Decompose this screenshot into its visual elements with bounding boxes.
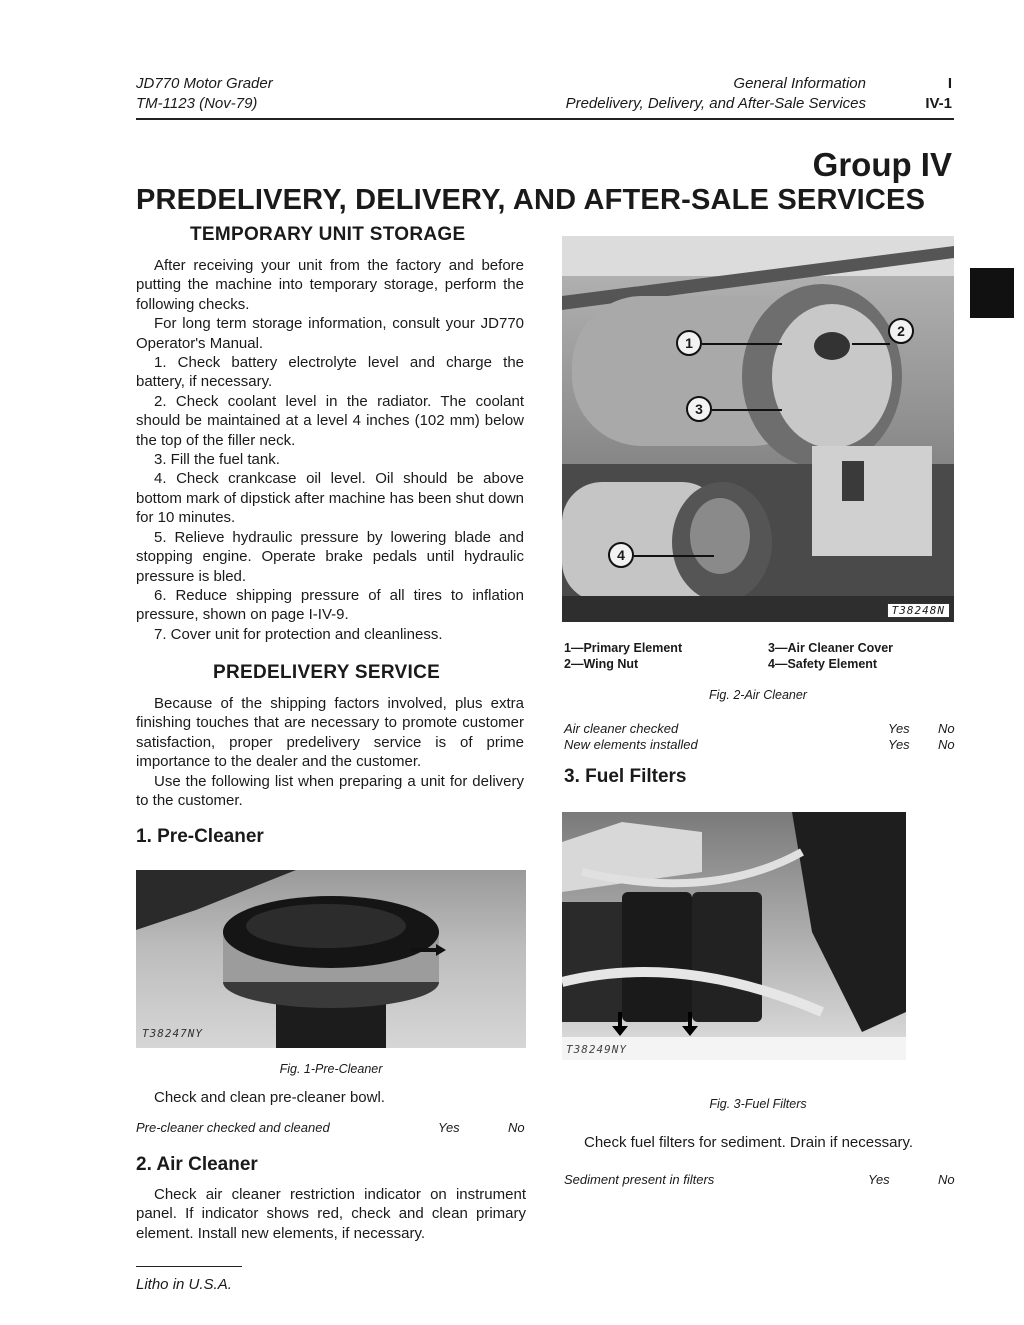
storage-step-5: 5. Relieve hydraulic pressure by lowering blade and stopping engine. Operate brake pedals until hydraulic pressure is bled. bbox=[136, 528, 524, 585]
fuelfilters-fig-number: T38249NY bbox=[566, 1043, 627, 1056]
predelivery-heading: PREDELIVERY SERVICE bbox=[213, 662, 441, 683]
callout-4: 4 bbox=[608, 542, 634, 568]
aircleaner-legend-right bbox=[768, 640, 893, 672]
storage-step-3: 3. Fill the fuel tank. bbox=[154, 451, 280, 469]
aircleaner-check1-no[interactable]: No bbox=[938, 721, 955, 736]
storage-intro: After receiving your unit from the factory and before putting the machine into temporary storage, perform the following checks. bbox=[136, 257, 524, 313]
legend-wing-nut: 2—Wing Nut bbox=[564, 657, 639, 671]
precleaner-fig-number: T38247NY bbox=[142, 1027, 203, 1040]
predelivery-intro: Because of the shipping factors involved, plus extra finishing touches that are necessary to promote customer satisfaction, proper predelivery service is of prime importance to the dealer and the customer. bbox=[136, 695, 524, 771]
header-section-number: I bbox=[947, 75, 952, 92]
fuelfilters-instruction: Check fuel filters for sediment. Drain if necessary. bbox=[584, 1134, 914, 1151]
storage-step-7: 7. Cover unit for protection and cleanliness. bbox=[154, 625, 443, 643]
aircleaner-check1-label: Air cleaner checked bbox=[564, 721, 679, 736]
aircleaner-fig-number: T38248N bbox=[887, 603, 950, 618]
callout-3: 3 bbox=[686, 396, 712, 422]
callout-1: 1 bbox=[676, 330, 702, 356]
precleaner-check-label: Pre-cleaner checked and cleaned bbox=[136, 1120, 330, 1135]
storage-step-2: 2. Check coolant level in the radiator. The coolant should be maintained at a level 4 inches (102 mm) below the top of the filler neck. bbox=[136, 392, 524, 449]
aircleaner-legend-left bbox=[564, 640, 682, 672]
aircleaner-check2-yes[interactable]: Yes bbox=[888, 737, 910, 752]
fuelfilters-heading: 3. Fuel Filters bbox=[564, 766, 687, 787]
aircleaner-photo bbox=[562, 236, 954, 622]
precleaner-no-option[interactable]: No bbox=[508, 1120, 525, 1135]
precleaner-yes-option[interactable]: Yes bbox=[438, 1120, 460, 1135]
aircleaner-caption: Fig. 2-Air Cleaner bbox=[709, 688, 807, 702]
header-right bbox=[890, 74, 952, 114]
legend-safety-element: 4—Safety Element bbox=[768, 657, 878, 671]
storage-step-1: 1. Check battery electrolyte level and charge the battery, if necessary. bbox=[136, 354, 524, 391]
group-title: Group IV bbox=[812, 146, 952, 183]
storage-step-4: 4. Check crankcase oil level. Oil should be above bottom mark of dipstick after machine has been shut down for 10 minutes. bbox=[136, 470, 524, 527]
legend-primary-element: 1—Primary Element bbox=[564, 641, 683, 655]
header-group: Predelivery, Delivery, and After-Sale Services bbox=[565, 95, 866, 112]
section-tab-marker bbox=[970, 268, 1014, 318]
storage-manual-note: For long term storage information, consult your JD770 Operator's Manual. bbox=[136, 315, 524, 352]
header-page-number: IV-1 bbox=[925, 95, 952, 112]
header-model: JD770 Motor Grader bbox=[136, 75, 273, 92]
storage-text bbox=[136, 256, 524, 644]
fuelfilters-no-option[interactable]: No bbox=[938, 1172, 955, 1187]
aircleaner-check1-yes[interactable]: Yes bbox=[888, 721, 910, 736]
footer-litho: Litho in U.S.A. bbox=[136, 1276, 232, 1293]
storage-step-6: 6. Reduce shipping pressure of all tires to inflation pressure, shown on page I-IV-9. bbox=[136, 586, 524, 624]
fuelfilters-check-label: Sediment present in filters bbox=[564, 1172, 715, 1187]
aircleaner-heading: 2. Air Cleaner bbox=[136, 1154, 258, 1175]
fuelfilters-caption: Fig. 3-Fuel Filters bbox=[709, 1097, 807, 1111]
precleaner-caption: Fig. 1-Pre-Cleaner bbox=[279, 1062, 383, 1076]
callout-2: 2 bbox=[888, 318, 914, 344]
main-title: PREDELIVERY, DELIVERY, AND AFTER-SALE SERVICES bbox=[136, 184, 926, 216]
precleaner-photo bbox=[136, 870, 526, 1048]
predelivery-list-note: Use the following list when preparing a unit for delivery to the customer. bbox=[136, 772, 524, 810]
aircleaner-check2-label: New elements installed bbox=[564, 737, 698, 752]
precleaner-heading: 1. Pre-Cleaner bbox=[136, 826, 264, 847]
aircleaner-check2-no[interactable]: No bbox=[938, 737, 955, 752]
header-left bbox=[136, 74, 273, 114]
legend-air-cleaner-cover: 3—Air Cleaner Cover bbox=[768, 641, 894, 655]
header-manual-number: TM-1123 (Nov-79) bbox=[136, 95, 258, 112]
aircleaner-instruction: Check air cleaner restriction indicator on instrument panel. If indicator shows red, check and clean primary element. Install new elements, if necessary. bbox=[136, 1186, 526, 1242]
header-rule bbox=[136, 118, 954, 120]
fuelfilters-photo bbox=[562, 812, 906, 1060]
header-section: General Information bbox=[733, 75, 866, 92]
header-center bbox=[420, 74, 866, 114]
fuelfilters-yes-option[interactable]: Yes bbox=[868, 1172, 890, 1187]
storage-heading: TEMPORARY UNIT STORAGE bbox=[190, 224, 466, 245]
precleaner-instruction: Check and clean pre-cleaner bowl. bbox=[154, 1089, 385, 1106]
predelivery-text bbox=[136, 694, 524, 810]
footer-rule bbox=[136, 1266, 242, 1267]
